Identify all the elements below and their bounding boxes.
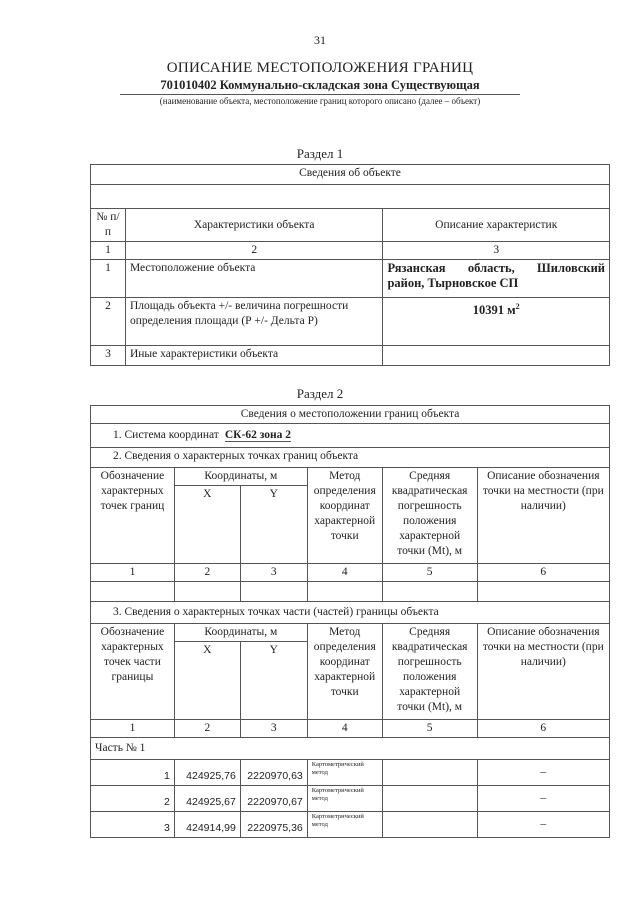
col-char-header: Характеристики объекта	[125, 209, 382, 242]
table-row	[91, 260, 610, 298]
section1-table	[90, 164, 610, 366]
h-rms: Средняя квадратическая погрешность положения характерной точки (Mt), м	[382, 624, 477, 720]
col-no-header: № п/п	[91, 209, 126, 242]
row-no: 1	[91, 260, 126, 298]
section1-table-title: Сведения об объекте	[91, 165, 610, 185]
point-x: 424914,99	[174, 812, 240, 838]
point-method: Картометрический метод	[307, 786, 382, 812]
point-rms	[382, 786, 477, 812]
point-rms	[382, 812, 477, 838]
h-method: Метод определения координат характерной точки	[307, 468, 382, 564]
page-number: 31	[314, 33, 326, 47]
point-method: Картометрический метод	[307, 760, 382, 786]
col-num: 1	[91, 564, 175, 582]
point-x: 424925,76	[174, 760, 240, 786]
point-rms	[382, 760, 477, 786]
section2-heading: Раздел 2	[296, 386, 344, 401]
row-char: Площадь объекта +/- величина погрешности определения площади (Р +/- Дельта Р)	[125, 298, 382, 346]
subsection2-title: 2. Сведения о характерных точках границ объекта	[91, 448, 610, 468]
point-method: Картометрический метод	[307, 812, 382, 838]
h-desc: Описание обозначения точки на местности (при наличии)	[477, 468, 609, 564]
area-number: 10391 м	[472, 303, 516, 318]
section2-table-title: Сведения о местоположении границ объекта	[91, 406, 610, 424]
section2-table	[90, 405, 610, 838]
table-row	[91, 760, 610, 786]
point-x: 424925,67	[174, 786, 240, 812]
col-num: 5	[382, 564, 477, 582]
h-point: Обозначение характерных точек границ	[91, 468, 175, 564]
col-num: 4	[307, 720, 382, 738]
col-num-1: 1	[91, 242, 126, 260]
document-title: ОПИСАНИЕ МЕСТОПОЛОЖЕНИЯ ГРАНИЦ	[166, 60, 474, 76]
col-num: 2	[174, 720, 240, 738]
col-num-2: 2	[125, 242, 382, 260]
row-desc	[383, 346, 610, 366]
object-name: 701010402 Коммунально-складская зона Существующая	[160, 78, 480, 92]
section1-heading: Раздел 1	[296, 146, 344, 161]
row-no: 2	[91, 298, 126, 346]
col-num-3: 3	[383, 242, 610, 260]
h-x: X	[174, 642, 240, 720]
h-coords: Координаты, м	[174, 468, 307, 486]
h-rms: Средняя квадратическая погрешность положения характерной точки (Mt), м	[382, 468, 477, 564]
point-number: 2	[91, 786, 175, 812]
empty-data-row	[91, 582, 610, 602]
point-desc: –	[477, 760, 609, 786]
h-coords: Координаты, м	[174, 624, 307, 642]
location-value: Рязанская область, Шиловский район, Тырновское СП	[383, 260, 610, 298]
point-y: 2220975,36	[240, 812, 307, 838]
h-y: Y	[240, 486, 307, 564]
point-number: 3	[91, 812, 175, 838]
area-value	[383, 298, 610, 346]
crs-row	[91, 424, 610, 448]
col-num: 5	[382, 720, 477, 738]
col-num: 3	[240, 720, 307, 738]
point-desc: –	[477, 812, 609, 838]
table-row	[91, 812, 610, 838]
h-method: Метод определения координат характерной точки	[307, 624, 382, 720]
area-unit-sup: 2	[515, 302, 520, 311]
point-y: 2220970,67	[240, 786, 307, 812]
row-no: 3	[91, 346, 126, 366]
empty-row	[91, 185, 610, 209]
row-char: Иные характеристики объекта	[125, 346, 382, 366]
h-y: Y	[240, 642, 307, 720]
table-row	[91, 786, 610, 812]
point-number: 1	[91, 760, 175, 786]
title-underline	[120, 94, 520, 95]
crs-label: 1. Система координат	[113, 429, 219, 441]
h-point-part: Обозначение характерных точек части границы	[91, 624, 175, 720]
col-num: 4	[307, 564, 382, 582]
point-desc: –	[477, 786, 609, 812]
h-desc: Описание обозначения точки на местности (при наличии)	[477, 624, 609, 720]
table-row	[91, 346, 610, 366]
col-num: 2	[174, 564, 240, 582]
col-desc-header: Описание характеристик	[383, 209, 610, 242]
point-y: 2220970,63	[240, 760, 307, 786]
object-note: (наименование объекта, местоположение границ которого описано (далее – объект)	[159, 96, 481, 106]
h-x: X	[174, 486, 240, 564]
row-char: Местоположение объекта	[125, 260, 382, 298]
col-num: 6	[477, 564, 609, 582]
subsection3-title: 3. Сведения о характерных точках части (частей) границы объекта	[91, 602, 610, 624]
col-num: 6	[477, 720, 609, 738]
col-num: 3	[240, 564, 307, 582]
table-row	[91, 298, 610, 346]
part-label: Часть № 1	[91, 738, 610, 760]
col-num: 1	[91, 720, 175, 738]
crs-value: СК-62 зона 2	[224, 429, 291, 441]
